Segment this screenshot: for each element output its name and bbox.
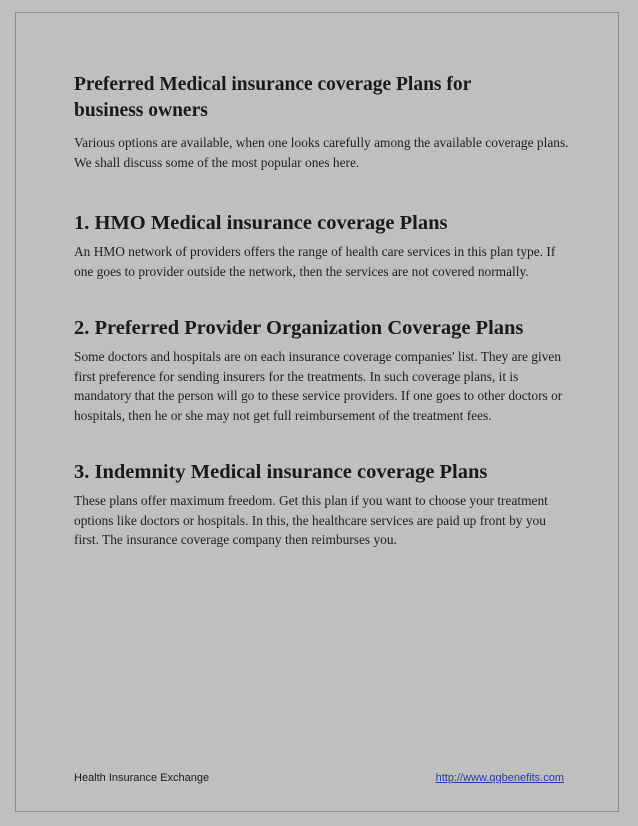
section-heading: 2. Preferred Provider Organization Coverage Plans bbox=[74, 317, 524, 339]
section-ppo bbox=[74, 315, 574, 425]
section-paragraph: An HMO network of providers offers the range of health care services in this plan type. If one goes to provider outside the network, then the services are not covered normally. bbox=[74, 244, 556, 279]
section-indemnity bbox=[74, 459, 574, 550]
footer-label: Health Insurance Exchange bbox=[74, 772, 210, 784]
document-title bbox=[74, 72, 574, 124]
document-title-line-2: business owners bbox=[74, 100, 208, 121]
document-body bbox=[74, 72, 574, 584]
section-heading: 1. HMO Medical insurance coverage Plans bbox=[74, 212, 448, 234]
section-heading: 3. Indemnity Medical insurance coverage Plans bbox=[74, 461, 488, 483]
section-paragraph: These plans offer maximum freedom. Get this plan if you want to choose your treatment options like doctors or hospitals. In this, the healthcare services are paid up front by you first. The insurance coverage company then reimburses you. bbox=[74, 493, 548, 547]
intro-paragraph: Various options are available, when one looks carefully among the available coverage plans. We shall discuss some of the most popular ones here. bbox=[74, 135, 569, 170]
section-paragraph: Some doctors and hospitals are on each insurance coverage companies' list. They are given first preference for sending insurers for the treatments. In such coverage plans, it is mandatory that the person will go to these service providers. If one goes to other doctors or hospitals, then he or she may not get full reimbursement of the treatment fees. bbox=[74, 349, 563, 423]
footer-link[interactable]: http://www.qqbenefits.com bbox=[435, 772, 564, 784]
document-title-line-1: Preferred Medical insurance coverage Plans for bbox=[74, 74, 472, 95]
section-hmo bbox=[74, 210, 574, 281]
